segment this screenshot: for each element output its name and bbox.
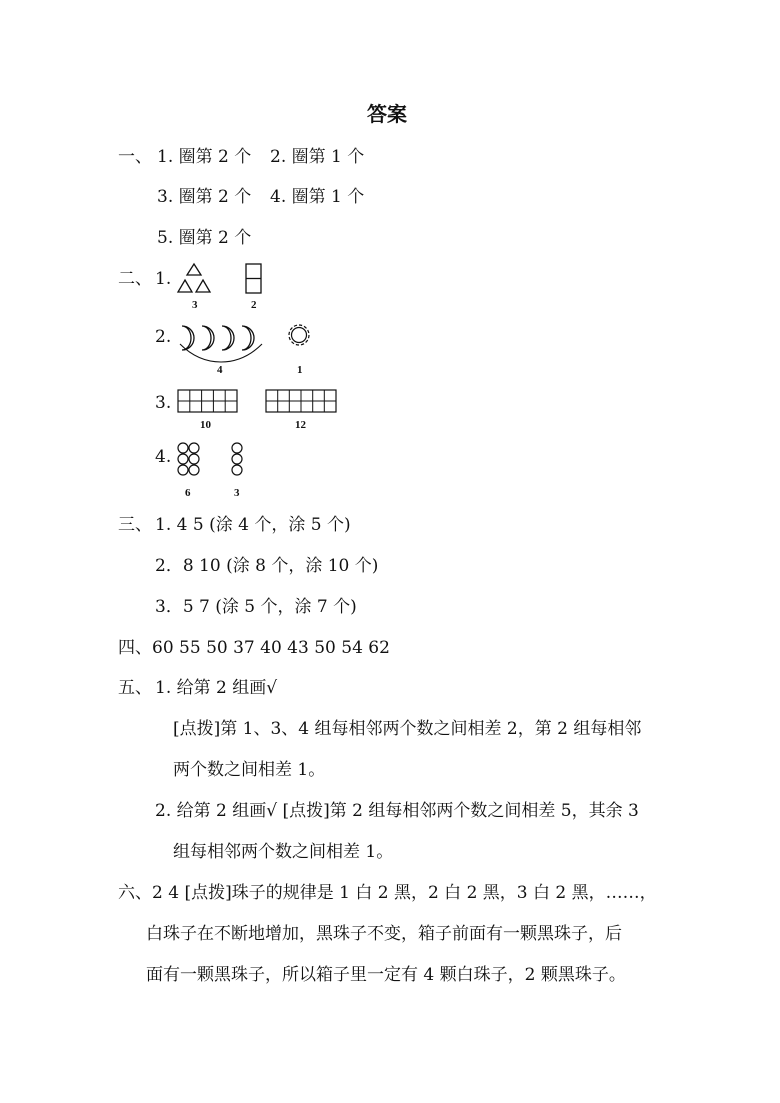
s2-item-3-number: 3. (155, 393, 172, 413)
grid-10-figure (177, 389, 239, 415)
s1-answer-5: 5. 圈第 2 个 (157, 228, 252, 248)
s2-label-3b: 3 (234, 487, 240, 499)
section-3-number: 三、 (118, 515, 152, 535)
moons-figure (176, 322, 268, 366)
s2-item-1-number: 1. (155, 269, 172, 289)
section-1-number: 一、 (118, 147, 152, 167)
s2-label-10: 10 (200, 419, 211, 431)
section-4-line: 四、60 55 50 37 40 43 50 54 62 (118, 638, 390, 658)
circles-3-figure (229, 442, 245, 478)
s5-line-2: [点拨]第 1、3、4 组每相邻两个数之间相差 2，第 2 组每相邻 (173, 719, 642, 739)
triangles-figure (174, 261, 214, 297)
grid-12-figure (265, 389, 339, 415)
s2-label-12: 12 (295, 419, 306, 431)
section-5-number: 五、 (118, 678, 152, 698)
s2-label-1: 1 (297, 364, 303, 376)
rectangles-figure (244, 262, 264, 296)
s6-line-1: 六、2 4 [点拨]珠子的规律是 1 白 2 黑，2 白 2 黑，3 白 2 黑，……， (118, 883, 657, 903)
s1-answer-3: 3. 圈第 2 个 (157, 187, 252, 207)
s2-label-2: 2 (251, 299, 257, 311)
s5-line-3: 两个数之间相差 1。 (173, 760, 326, 780)
s1-answer-4: 4. 圈第 1 个 (270, 187, 365, 207)
s2-label-4: 4 (217, 364, 223, 376)
flower-figure (286, 322, 312, 348)
s5-line-4: 2. 给第 2 组画√ [点拨]第 2 组每相邻两个数之间相差 5，其余 3 (155, 801, 639, 821)
s6-line-2: 白珠子在不断地增加，黑珠子不变，箱子前面有一颗黑珠子，后 (146, 924, 622, 944)
s1-answer-2: 2. 圈第 1 个 (270, 147, 365, 167)
s3-line-1: 1. 4 5 (涂 4 个，涂 5 个) (155, 515, 351, 535)
s2-label-6: 6 (185, 487, 191, 499)
s2-item-4-number: 4. (155, 447, 172, 467)
s5-line-5: 组每相邻两个数之间相差 1。 (173, 842, 394, 862)
s3-line-3: 3．5 7 (涂 5 个，涂 7 个) (155, 597, 357, 617)
section-2-number: 二、 (118, 269, 152, 289)
s3-line-2: 2．8 10 (涂 8 个，涂 10 个) (155, 556, 379, 576)
s5-line-1: 1. 给第 2 组画√ (155, 678, 278, 698)
s1-answer-1: 1. 圈第 2 个 (157, 147, 252, 167)
s2-label-3: 3 (192, 299, 198, 311)
s6-line-3: 面有一颗黑珠子，所以箱子里一定有 4 颗白珠子，2 颗黑珠子。 (146, 965, 626, 985)
s2-item-2-number: 2. (155, 327, 172, 347)
circles-6-figure (176, 442, 202, 478)
page-title: 答案 (367, 102, 407, 126)
